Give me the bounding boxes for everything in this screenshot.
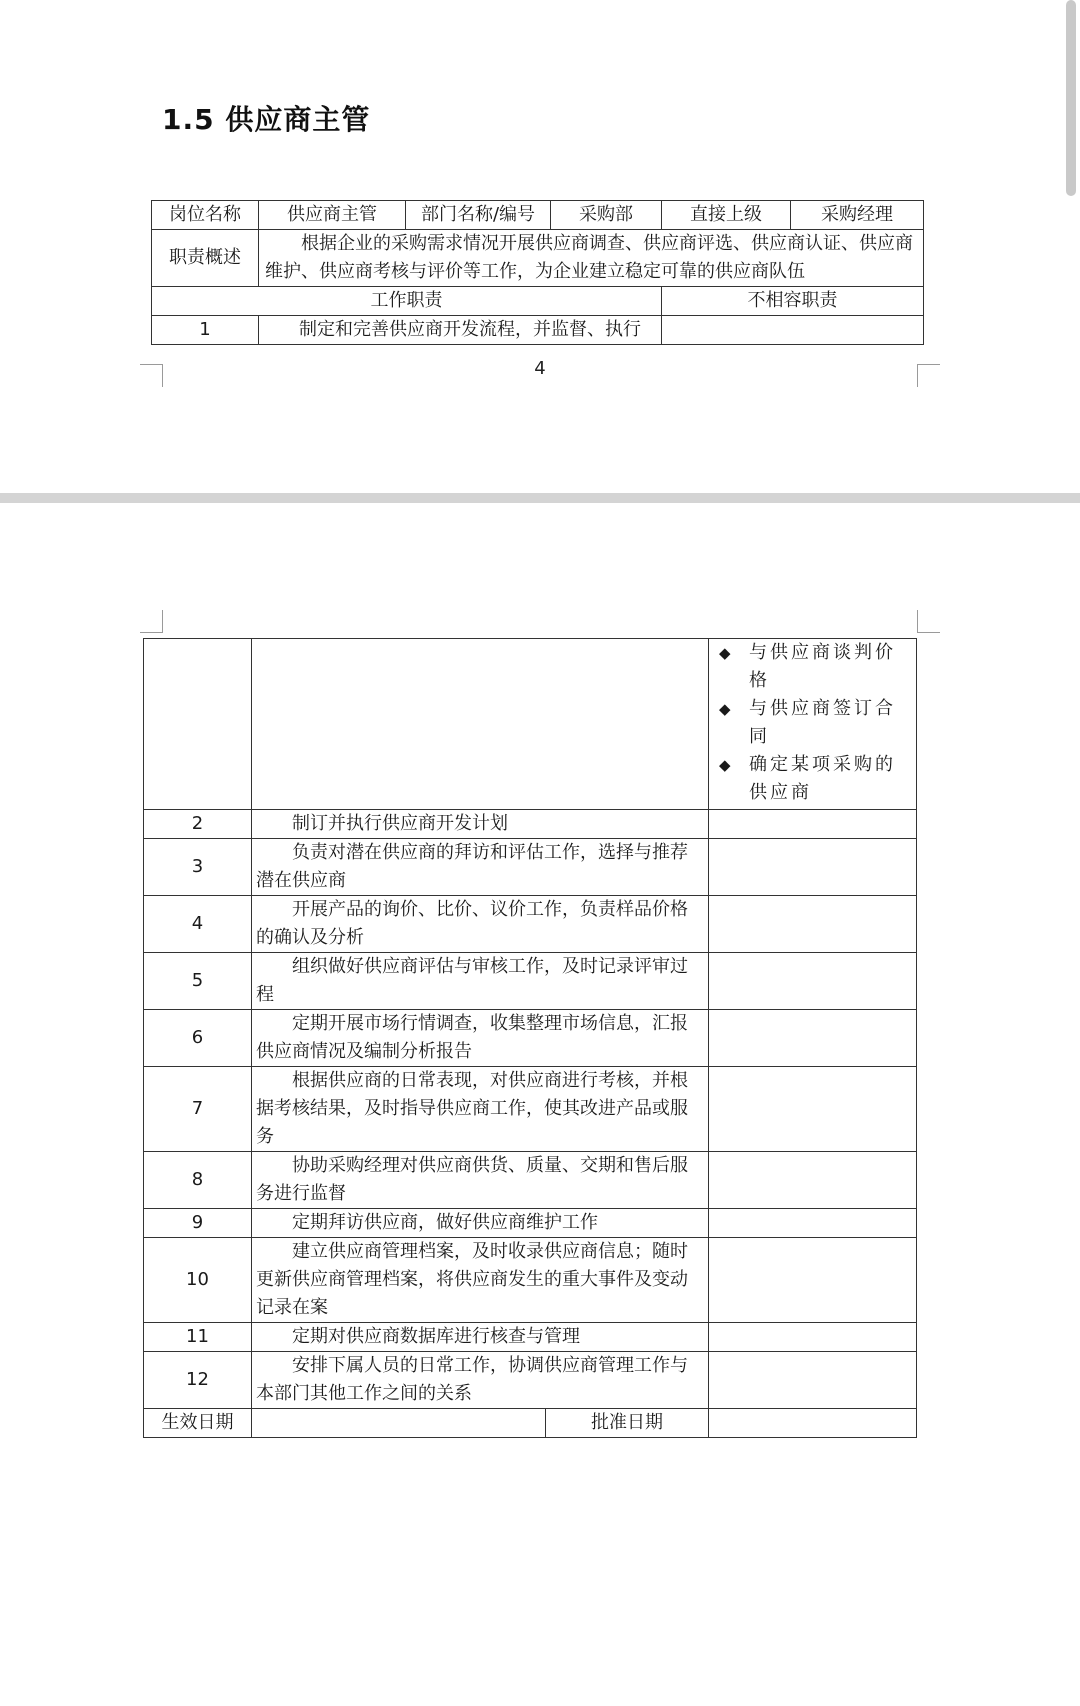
diamond-bullet-icon: ◆	[719, 756, 731, 774]
duty-number: 5	[144, 953, 252, 1010]
incompatible-cell	[709, 1010, 917, 1067]
duty-text: 根据供应商的日常表现，对供应商进行考核，并根据考核结果，及时指导供应商工作，使其改进产品或服务	[252, 1067, 709, 1152]
duty-row	[144, 1238, 917, 1323]
superior-value: 采购经理	[791, 201, 924, 230]
duty-number: 6	[144, 1010, 252, 1067]
duty-text: 协助采购经理对供应商供货、质量、交期和售后服务进行监督	[252, 1152, 709, 1209]
duty-number: 10	[144, 1238, 252, 1323]
scrollbar-thumb[interactable]	[1066, 0, 1076, 196]
incompatible-cell	[662, 316, 924, 345]
post-name-value: 供应商主管	[259, 201, 406, 230]
summary-label: 职责概述	[152, 230, 259, 287]
duty-table-body	[144, 639, 917, 1409]
incompatible-cell	[709, 896, 917, 953]
header-row	[152, 287, 924, 316]
approval-date-value	[709, 1409, 917, 1438]
duty-number: 12	[144, 1352, 252, 1409]
duty-text: 负责对潜在供应商的拜访和评估工作，选择与推荐潜在供应商	[252, 839, 709, 896]
duty-row	[144, 896, 917, 953]
duty-row	[144, 1152, 917, 1209]
duty-text	[252, 639, 709, 810]
incompatible-cell	[709, 1238, 917, 1323]
duty-number: 8	[144, 1152, 252, 1209]
incompatible-header: 不相容职责	[662, 287, 924, 316]
diamond-bullet-icon: ◆	[719, 700, 731, 718]
duty-text: 组织做好供应商评估与审核工作，及时记录评审过程	[252, 953, 709, 1010]
duty-row	[144, 839, 917, 896]
incompatible-cell	[709, 1152, 917, 1209]
incompatible-cell	[709, 839, 917, 896]
page-separator	[0, 493, 1080, 503]
duty-row	[152, 316, 924, 345]
dept-value: 采购部	[551, 201, 662, 230]
duty-row	[144, 1067, 917, 1152]
page-corner-mark	[140, 364, 163, 387]
page-corner-mark	[917, 364, 940, 387]
superior-label: 直接上级	[662, 201, 791, 230]
incompatible-cell	[709, 1209, 917, 1238]
duty-text: 开展产品的询价、比价、议价工作，负责样品价格的确认及分析	[252, 896, 709, 953]
page-corner-mark	[917, 610, 940, 633]
duty-text: 定期对供应商数据库进行核查与管理	[252, 1323, 709, 1352]
footer-row	[144, 1409, 917, 1438]
effective-date-value	[252, 1409, 546, 1438]
duty-text: 安排下属人员的日常工作，协调供应商管理工作与本部门其他工作之间的关系	[252, 1352, 709, 1409]
duty-row	[144, 810, 917, 839]
duty-text: 定期开展市场行情调查，收集整理市场信息，汇报供应商情况及编制分析报告	[252, 1010, 709, 1067]
duty-text: 制定和完善供应商开发流程，并监督、执行	[259, 316, 662, 345]
incompatible-duties-cell	[709, 639, 917, 810]
duty-row	[144, 1209, 917, 1238]
summary-row	[152, 230, 924, 287]
incompatible-item: ◆ 与供应商谈判价格	[719, 639, 910, 695]
incompatible-cell	[709, 810, 917, 839]
duty-number: 3	[144, 839, 252, 896]
incompatible-item: ◆ 与供应商签订合同	[719, 695, 910, 751]
effective-date-label: 生效日期	[144, 1409, 252, 1438]
dept-label: 部门名称/编号	[406, 201, 551, 230]
duty-number: 11	[144, 1323, 252, 1352]
duty-row	[144, 1010, 917, 1067]
duty-text: 制订并执行供应商开发计划	[252, 810, 709, 839]
incompatible-cell	[709, 1067, 917, 1152]
page-corner-mark	[140, 610, 163, 633]
diamond-bullet-icon: ◆	[719, 644, 731, 662]
duty-row	[144, 1323, 917, 1352]
summary-text: 根据企业的采购需求情况开展供应商调查、供应商评选、供应商认证、供应商维护、供应商考核与评价等工作，为企业建立稳定可靠的供应商队伍	[259, 230, 924, 287]
section-heading: 1.5 供应商主管	[162, 103, 371, 136]
post-name-label: 岗位名称	[152, 201, 259, 230]
duty-number: 7	[144, 1067, 252, 1152]
approval-date-label: 批准日期	[546, 1409, 709, 1438]
duty-text: 定期拜访供应商，做好供应商维护工作	[252, 1209, 709, 1238]
job-description-table-page2	[143, 638, 917, 1438]
job-description-table-page1	[151, 200, 924, 345]
continued-row	[144, 639, 917, 810]
info-row	[152, 201, 924, 230]
duties-header: 工作职责	[152, 287, 662, 316]
duty-number: 9	[144, 1209, 252, 1238]
duty-number: 4	[144, 896, 252, 953]
duty-number: 1	[152, 316, 259, 345]
incompatible-cell	[709, 1323, 917, 1352]
incompatible-cell	[709, 1352, 917, 1409]
incompatible-item: ◆ 确定某项采购的供应商	[719, 751, 910, 807]
page-number: 4	[534, 358, 546, 379]
incompatible-cell	[709, 953, 917, 1010]
duty-number: 2	[144, 810, 252, 839]
duty-row	[144, 953, 917, 1010]
duty-row	[144, 1352, 917, 1409]
duty-number	[144, 639, 252, 810]
duty-text: 建立供应商管理档案，及时收录供应商信息；随时更新供应商管理档案，将供应商发生的重大事件及变动记录在案	[252, 1238, 709, 1323]
